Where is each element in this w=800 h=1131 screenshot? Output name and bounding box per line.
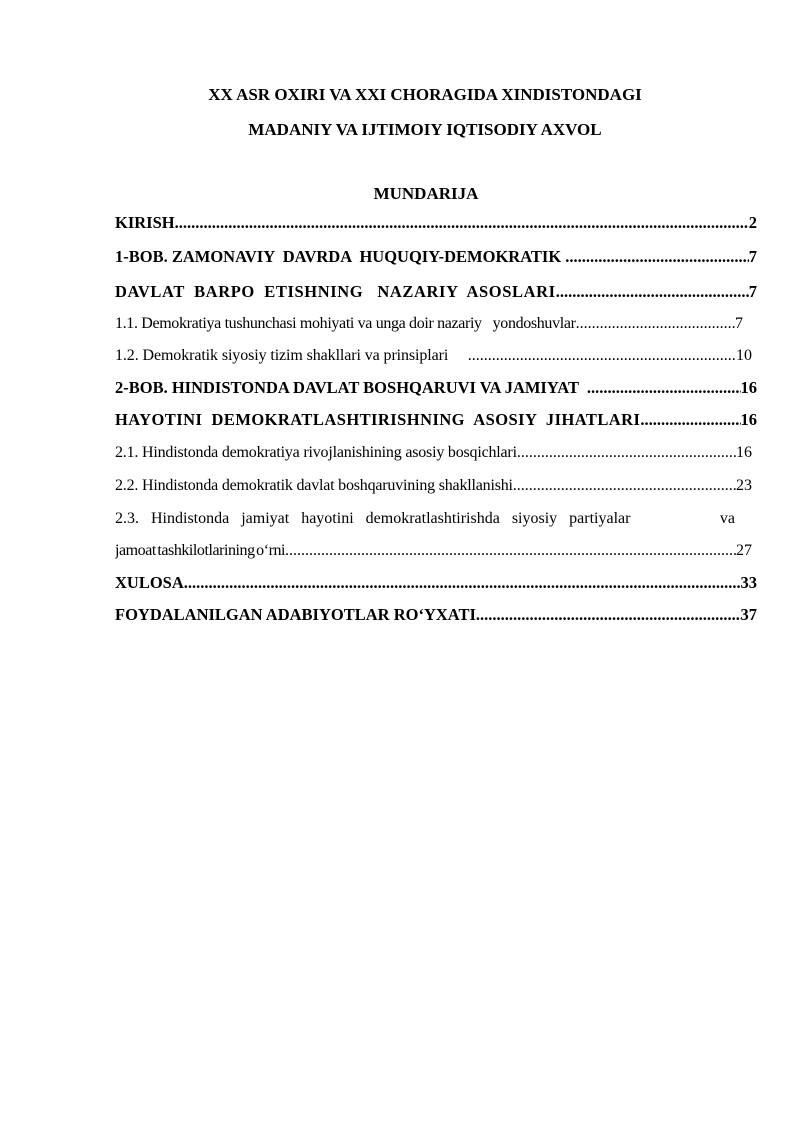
toc-entry-label: KIRISH [115, 213, 175, 232]
toc-entry-section-2-1[interactable] [115, 442, 752, 464]
toc-entry-page: 2 [748, 213, 757, 232]
toc-entry-label: 2.3. Hindistonda jamiyat hayotini demokratlashtirishda siyosiy partiyalar [115, 510, 631, 527]
toc-entry-section-2-3-line-1[interactable] [115, 508, 735, 530]
toc-entry-label: 2.2. Hindistonda demokratik davlat boshqaruvining shakllanishi [115, 477, 513, 494]
toc-entry-label: jamoat tashkilotlarining o‘rni [115, 542, 286, 559]
dot-leader [565, 246, 748, 268]
toc-entry-chapter-1-cont[interactable] [115, 281, 757, 303]
dot-leader [285, 540, 736, 562]
toc-entry-label: 2-BOB. HINDISTONDA DAVLAT BOSHQARUVI VA JAMIYAT [115, 378, 587, 397]
dot-leader [175, 212, 749, 234]
toc-entry-label: FOYDALANILGAN ADABIYOTLAR RO‘YXATI [115, 605, 476, 624]
dot-leader [184, 572, 741, 594]
toc-entry-label: 2.1. Hindistonda demokratiya rivojlanishining asosiy bosqichlari [115, 444, 517, 461]
toc-entry-page: 23 [736, 477, 752, 494]
toc-entry-page: 27 [736, 542, 752, 559]
toc-entry-chapter-2-cont[interactable] [115, 409, 757, 431]
toc-entry-xulosa[interactable] [115, 572, 757, 594]
toc-entry-references[interactable] [115, 604, 757, 626]
toc-entry-page: 33 [740, 573, 757, 592]
toc-entry-page: 7 [735, 315, 743, 332]
toc-entry-section-2-3-line-2[interactable] [115, 540, 752, 562]
dot-leader [576, 313, 735, 335]
toc-entry-page: 37 [740, 605, 757, 624]
dot-leader [640, 409, 740, 431]
toc-entry-section-1-1[interactable] [115, 313, 743, 335]
toc-entry-chapter-1[interactable] [115, 246, 757, 268]
dot-leader [587, 377, 741, 399]
toc-entry-label: 1.1. Demokratiya tushunchasi mohiyati va unga doir nazariy yondoshuvlar [115, 315, 576, 332]
dot-leader [556, 281, 749, 303]
document-title-line-2: MADANIY VA IJTIMOIY IQTISODIY AXVOL [248, 120, 602, 139]
dot-leader [517, 442, 736, 464]
toc-entry-page: 7 [748, 282, 757, 301]
toc-entry-section-1-2[interactable] [115, 345, 752, 367]
toc-entry-page: 16 [736, 444, 752, 461]
toc-entry-label: 1.2. Demokratik siyosiy tizim shakllari va prinsiplari [115, 347, 468, 364]
toc-entry-section-2-2[interactable] [115, 475, 752, 497]
dot-leader [476, 604, 741, 626]
toc-entry-label: HAYOTINI DEMOKRATLASHTIRISHNING ASOSIY JIHATLARI [115, 410, 641, 429]
toc-entry-page: 16 [740, 378, 757, 397]
toc-entry-page: 10 [736, 347, 752, 364]
toc-entry-page: 16 [740, 410, 757, 429]
toc-entry-label: XULOSA [115, 573, 184, 592]
document-title-line-1: XX ASR OXIRI VA XXI CHORAGIDA XINDISTONDAGI [208, 85, 642, 104]
toc-heading: MUNDARIJA [373, 184, 479, 203]
toc-entry-label-end: va [719, 510, 735, 527]
toc-entry-page: 7 [748, 247, 757, 266]
dot-leader [513, 475, 736, 497]
toc-entry-label: DAVLAT BARPO ETISHNING NAZARIY ASOSLARI [115, 282, 556, 301]
toc-entry-chapter-2[interactable] [115, 377, 757, 399]
toc-entry-kirish[interactable] [115, 212, 757, 234]
toc-entry-label: 1-BOB. ZAMONAVIY DAVRDA HUQUQIY-DEMOKRATIK [115, 247, 566, 266]
dot-leader [468, 345, 736, 367]
